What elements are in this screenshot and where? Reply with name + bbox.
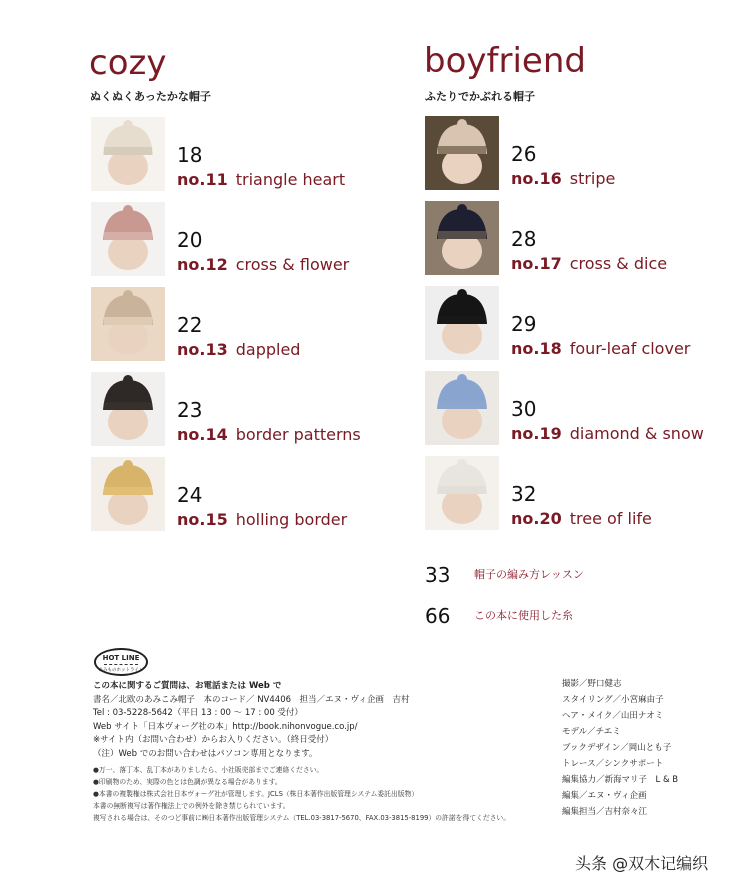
watermark: 头条 @双木记编织 (575, 854, 709, 873)
pattern-entry[interactable] (177, 342, 300, 358)
pattern-number: no.14 (177, 425, 228, 444)
pattern-number: no.20 (511, 509, 562, 528)
page-number: 24 (177, 483, 203, 507)
credit-line: トレース／シンクサポート (562, 759, 664, 769)
pattern-entry[interactable] (177, 512, 347, 528)
pattern-name: border patterns (235, 425, 361, 444)
section-subtitle-boyfriend: ふたりでかぶれる帽子 (425, 90, 535, 103)
credit-line: 編集／エヌ・ヴィ企画 (562, 791, 647, 801)
pattern-name: four-leaf clover (569, 339, 691, 358)
pattern-entry[interactable] (511, 341, 690, 357)
page-number: 30 (511, 397, 537, 421)
credits (562, 676, 678, 820)
info-line: Tel : 03-5228-5642（平日 13 : 00 〜 17 : 00 受付） (93, 708, 303, 718)
page-number: 23 (177, 398, 203, 422)
hat-photo-icon (91, 202, 165, 276)
info-line: （注）Web でのお問い合わせはパソコン専用となります。 (93, 748, 318, 759)
page-number: 29 (511, 312, 537, 336)
credit-line: ヘア・メイク／山田ナオミ (562, 711, 664, 721)
page-number: 20 (177, 228, 203, 252)
info-line: 書名／北欧のあみこみ帽子 本のコード／ NV4406 担当／エヌ・ヴィ企画 吉村 (93, 694, 410, 705)
hat-thumbnail[interactable] (91, 287, 165, 361)
hat-photo-icon (425, 286, 499, 360)
note-line: ●本書の複製権は株式会社日本ヴォーグ社が管理します。JCLS（株日本著作出版管理システム委託出版物） (93, 790, 419, 798)
extra-page-number: 66 (425, 604, 451, 628)
extra-label-lesson[interactable]: 帽子の編み方レッスン (474, 568, 584, 581)
hat-photo-icon (425, 456, 499, 530)
credit-line: 編集担当／吉村奈々江 (562, 807, 648, 817)
pattern-name: stripe (569, 169, 616, 188)
credit-line: 撮影／野口健志 (562, 679, 622, 689)
pattern-entry[interactable] (511, 256, 667, 272)
pattern-name: diamond & snow (569, 424, 704, 443)
hat-thumbnail[interactable] (425, 201, 499, 275)
page-number: 28 (511, 227, 537, 251)
pattern-number: no.19 (511, 424, 562, 443)
page-number: 22 (177, 313, 203, 337)
pattern-number: no.12 (177, 255, 228, 274)
hotline-logo (94, 648, 148, 676)
pattern-name: tree of life (569, 509, 652, 528)
pattern-name: holling border (235, 510, 348, 529)
hat-photo-icon (425, 116, 499, 190)
credit-line: モデル／チエミ (562, 727, 621, 737)
pattern-number: no.13 (177, 340, 228, 359)
pattern-name: cross & dice (569, 254, 668, 273)
pattern-entry[interactable] (511, 426, 704, 442)
hat-photo-icon (91, 372, 165, 446)
hat-photo-icon (425, 201, 499, 275)
pattern-entry[interactable] (177, 172, 345, 188)
pattern-name: dappled (235, 340, 301, 359)
credit-line: スタイリング／小宮麻由子 (562, 695, 664, 705)
legal-notes (93, 764, 510, 824)
hat-photo-icon (91, 287, 165, 361)
pattern-name: cross & flower (235, 255, 350, 274)
hat-thumbnail[interactable] (91, 117, 165, 191)
info-line: ※サイト内（お問い合わせ）からお入りください。（終日受付） (93, 735, 334, 745)
hotline-title: HOT LINE (102, 654, 140, 662)
hat-thumbnail[interactable] (425, 371, 499, 445)
section-title-cozy: cozy (89, 43, 167, 83)
note-line: 複写される場合は、そのつど事前に㈱日本著作出版管理システム（TEL.03-3817-5670、FAX.03-3815-8199）の許諾を得てください。 (93, 814, 511, 822)
pattern-entry[interactable] (511, 171, 615, 187)
section-subtitle-cozy: ぬくぬくあったかな帽子 (90, 90, 211, 103)
credit-line: ブックデザイン／岡山とも子 (562, 743, 672, 753)
note-line: ●印刷物のため、実際の色とは色調が異なる場合があります。 (93, 778, 282, 786)
hat-photo-icon (91, 457, 165, 531)
hat-thumbnail[interactable] (425, 116, 499, 190)
pattern-entry[interactable] (177, 257, 349, 273)
hat-thumbnail[interactable] (425, 456, 499, 530)
info-line-website[interactable]: Web サイト「日本ヴォーグ社の本」http://book.nihonvogue.co.jp/ (93, 721, 358, 732)
info-line: この本に関するご質問は、お電話または Web で (93, 681, 282, 691)
page-number: 26 (511, 142, 537, 166)
hat-photo-icon (425, 371, 499, 445)
extra-page-number: 33 (425, 563, 451, 587)
hotline-subtitle: あみものホットライン (98, 668, 144, 673)
hat-photo-icon (91, 117, 165, 191)
note-line: 本書の無断複写は著作権法上での例外を除き禁じられています。 (93, 802, 290, 810)
pattern-entry[interactable] (177, 427, 361, 443)
page-number: 32 (511, 482, 537, 506)
hat-thumbnail[interactable] (91, 202, 165, 276)
page-number: 18 (177, 143, 203, 167)
hotline-wave-icon (104, 664, 138, 667)
hat-thumbnail[interactable] (425, 286, 499, 360)
pattern-name: triangle heart (235, 170, 346, 189)
pattern-number: no.16 (511, 169, 562, 188)
contact-info (93, 680, 410, 761)
pattern-entry[interactable] (511, 511, 652, 527)
section-title-boyfriend: boyfriend (424, 41, 586, 81)
pattern-number: no.18 (511, 339, 562, 358)
hat-thumbnail[interactable] (91, 457, 165, 531)
pattern-number: no.11 (177, 170, 228, 189)
hat-thumbnail[interactable] (91, 372, 165, 446)
pattern-number: no.15 (177, 510, 228, 529)
note-line: ●万一、落丁本、乱丁本がありましたら、小社販売部までご連絡ください。 (93, 766, 324, 774)
pattern-number: no.17 (511, 254, 562, 273)
credit-line: 編集協力／新海マリ子 L & B (562, 775, 679, 785)
extra-label-yarn[interactable]: この本に使用した糸 (474, 609, 573, 622)
